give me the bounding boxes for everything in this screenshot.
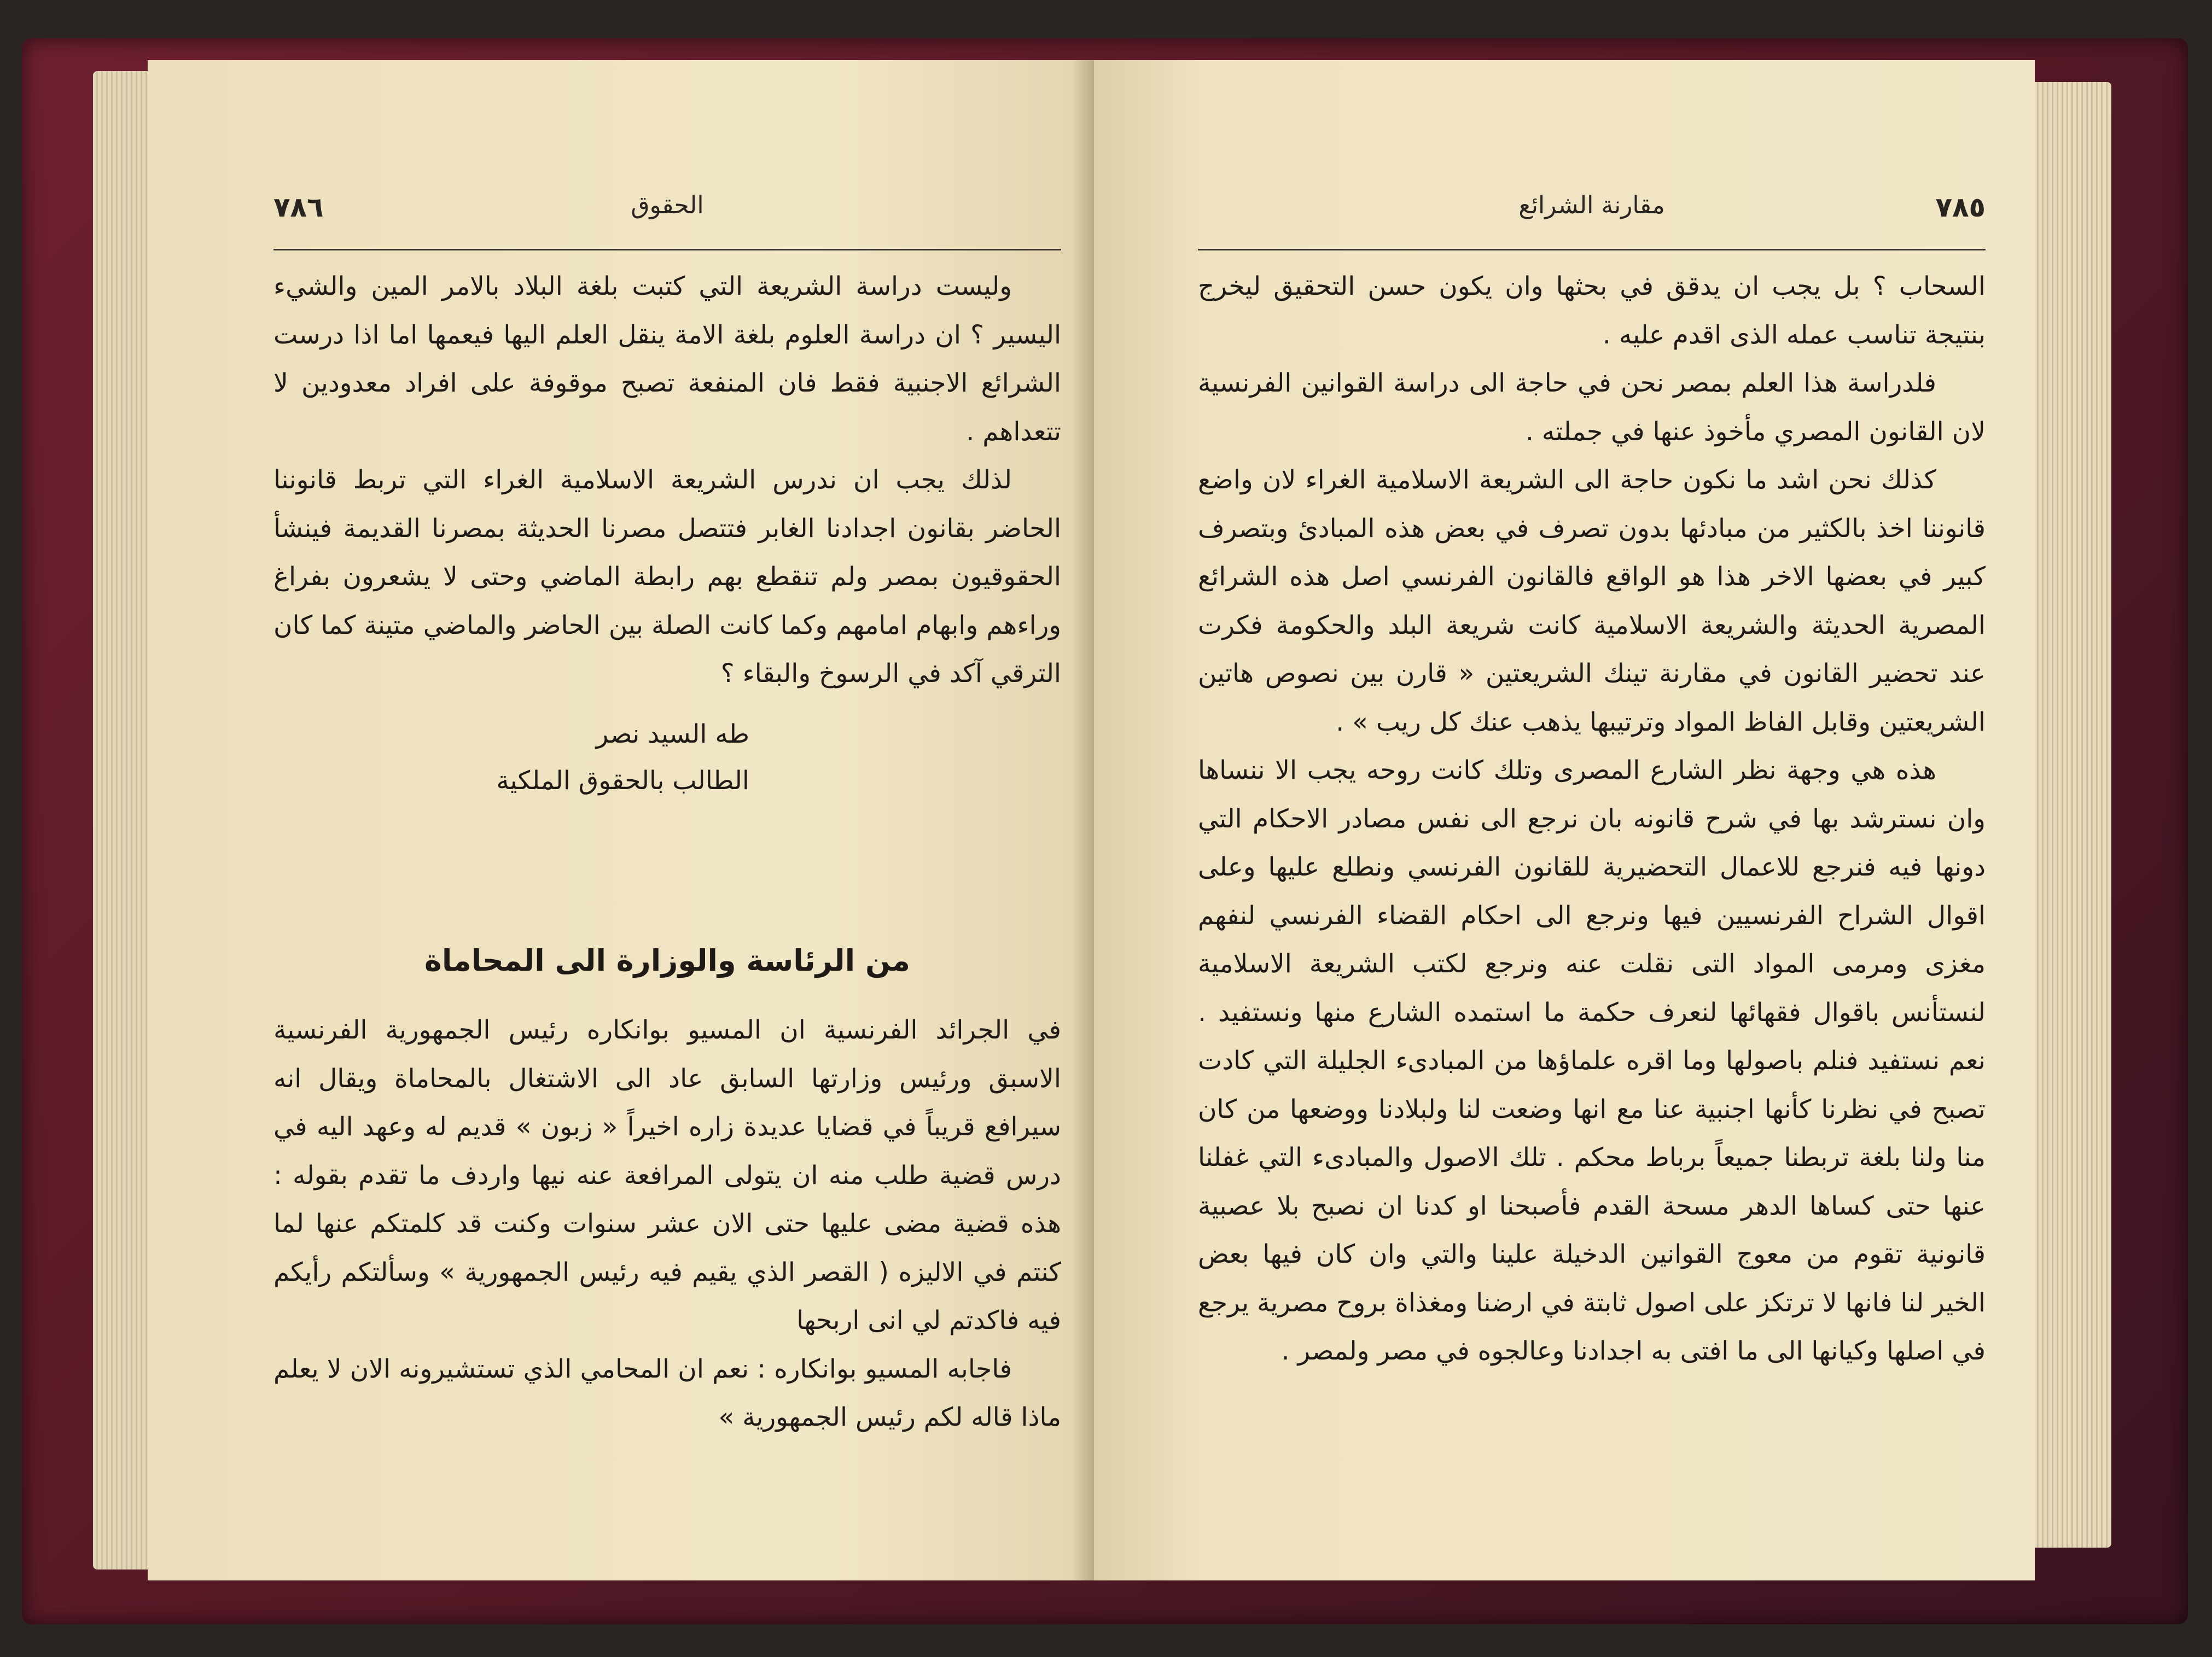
- right-body-text: [1198, 262, 1986, 1376]
- section-paragraph-1: في الجرائد الفرنسية ان المسيو بوانكاره رئيس الجمهورية الفرنسية الاسبق ورئيس وزارتها السابق عاد الى الاشتغال بالمحاماة ويقال انه سيرافع قريباً في قضايا عديدة زاره اخيراً « زبون » قديم له وعهد اليه في درس قضية طلب منه ان يتولى المرافعة عنه نيها واردف ما تقدم بقوله : هذه قضية مضى عليها حتى الان عشر سنوات وكنت قد كلمتكم عنها لما كنتم في الاليزه ( القصر الذي يقيم فيه رئيس الجمهورية » وسألتكم رأيكم فيه فاكدتم لي انى اربحها: [273, 1015, 1061, 1335]
- left-body-text: [273, 262, 1061, 698]
- signature-name: طه السيد نصر: [596, 719, 749, 749]
- left-page-number: ٧٨٦: [273, 191, 324, 223]
- right-running-title: مقارنة الشرائع: [1518, 191, 1665, 219]
- signature-title: الطالب بالحقوق الملكية: [496, 766, 749, 796]
- right-paragraph-2: فلدراسة هذا العلم بمصر نحن في حاجة الى دراسة القوانين الفرنسية لان القانون المصري مأخوذ عنها في جملته .: [1198, 368, 1986, 447]
- left-section-text: [273, 1006, 1061, 1442]
- right-page-header: [1198, 186, 1986, 241]
- left-running-title: الحقوق: [631, 191, 704, 219]
- left-header-rule: [273, 249, 1061, 250]
- section-title: من الرئاسة والوزارة الى المحاماة: [424, 943, 910, 978]
- right-paragraph-4: هذه هي وجهة نظر الشارع المصرى وتلك كانت روحه يجب الا ننساها وان نسترشد بها في شرح قانونه بان نرجع الى نفس مصادر الاحكام التي دونها فيه فنرجع للاعمال التحضيرية للقانون الفرنسي ونطلع عليها وعلى اقوال الشراح الفرنسيين فيها ونرجع الى احكام القضاء الفرنسي لنفهم مغزى ومرمى المواد التى نقلت عنه ونرجع لكتب الشريعة الاسلامية لنستأنس باقوال فقهائها لنعرف حكمة ما استمده الشارع منها ونستفيد . نعم نستفيد فنلم باصولها وما اقره علماؤها من المبادىء الجليلة التي كادت تصبح في نظرنا كأنها اجنبية عنا مع انها وضعت لنا ولبلادنا ووضعها من كان منا ولنا بلغة تربطنا جميعاً برباط محكم . تلك الاصول والمبادىء التي غفلنا عنها حتى كساها الدهر مسحة القدم فأصبحنا او كدنا ان نصبح بلا عصبية قانونية تقوم من معوج القوانين الدخيلة علينا والتي وان كان فيها بعض الخير لنا فانها لا ترتكز على اصول ثابتة في ارضنا ومغذاة بروح مصرية يرجع في اصلها وكيانها الى ما افتى به اجدادنا وعالجوه في مصر ولمصر .: [1198, 755, 1986, 1366]
- right-paragraph-1: السحاب ؟ بل يجب ان يدقق في بحثها وان يكون حسن التحقيق ليخرج بنتيجة تناسب عمله الذى اقدم عليه .: [1198, 271, 1986, 350]
- right-paragraph-3: كذلك نحن اشد ما نكون حاجة الى الشريعة الاسلامية الغراء لان واضع قانوننا اخذ بالكثير من مبادئها بدون تصرف في بعض هذه المبادئ وبتصرف كبير في بعضها الاخر هذا هو الواقع فالقانون الفرنسي اصل هذه الشرائع المصرية الحديثة والشريعة الاسلامية كانت شريعة البلد والحكومة فكرت عند تحضير القانون في مقارنة تينك الشريعتين « قارن بين نصوص هاتين الشريعتين وقابل الفاظ المواد وترتيبها يذهب عنك كل ريب » .: [1198, 465, 1986, 737]
- right-page: [1094, 60, 2035, 1580]
- section-paragraph-2: فاجابه المسيو بوانكاره : نعم ان المحامي الذي تستشيرونه الان لا يعلم ماذا قاله لكم رئيس الجمهورية »: [273, 1353, 1061, 1432]
- right-page-edges: [2024, 82, 2111, 1548]
- right-page-number: ٧٨٥: [1935, 191, 1986, 223]
- left-page-header: [273, 186, 1061, 241]
- left-paragraph-2: لذلك يجب ان ندرس الشريعة الاسلامية الغراء التي تربط قانوننا الحاضر بقانون اجدادنا الغابر فتتصل مصرنا الحديثة بمصرنا القديمة فينشأ الحقوقيون بمصر ولم تنقطع بهم رابطة الماضي وحتى لا يشعرون بفراغ وراءهم وابهام امامهم وكما كانت الصلة بين الحاضر والماضي متينة كما كان الترقي آكد في الرسوخ والبقاء ؟: [273, 465, 1061, 689]
- left-paragraph-1: وليست دراسة الشريعة التي كتبت بلغة البلاد بالامر المين والشيء اليسير ؟ ان دراسة العلوم بلغة الامة ينقل العلم اليها فيعمها اما اذا درست الشرائع الاجنبية فقط فان المنفعة تصبح موقوفة على افراد معدودين لا تتعداهم .: [273, 271, 1061, 447]
- left-page: [148, 60, 1105, 1580]
- right-header-rule: [1198, 249, 1986, 250]
